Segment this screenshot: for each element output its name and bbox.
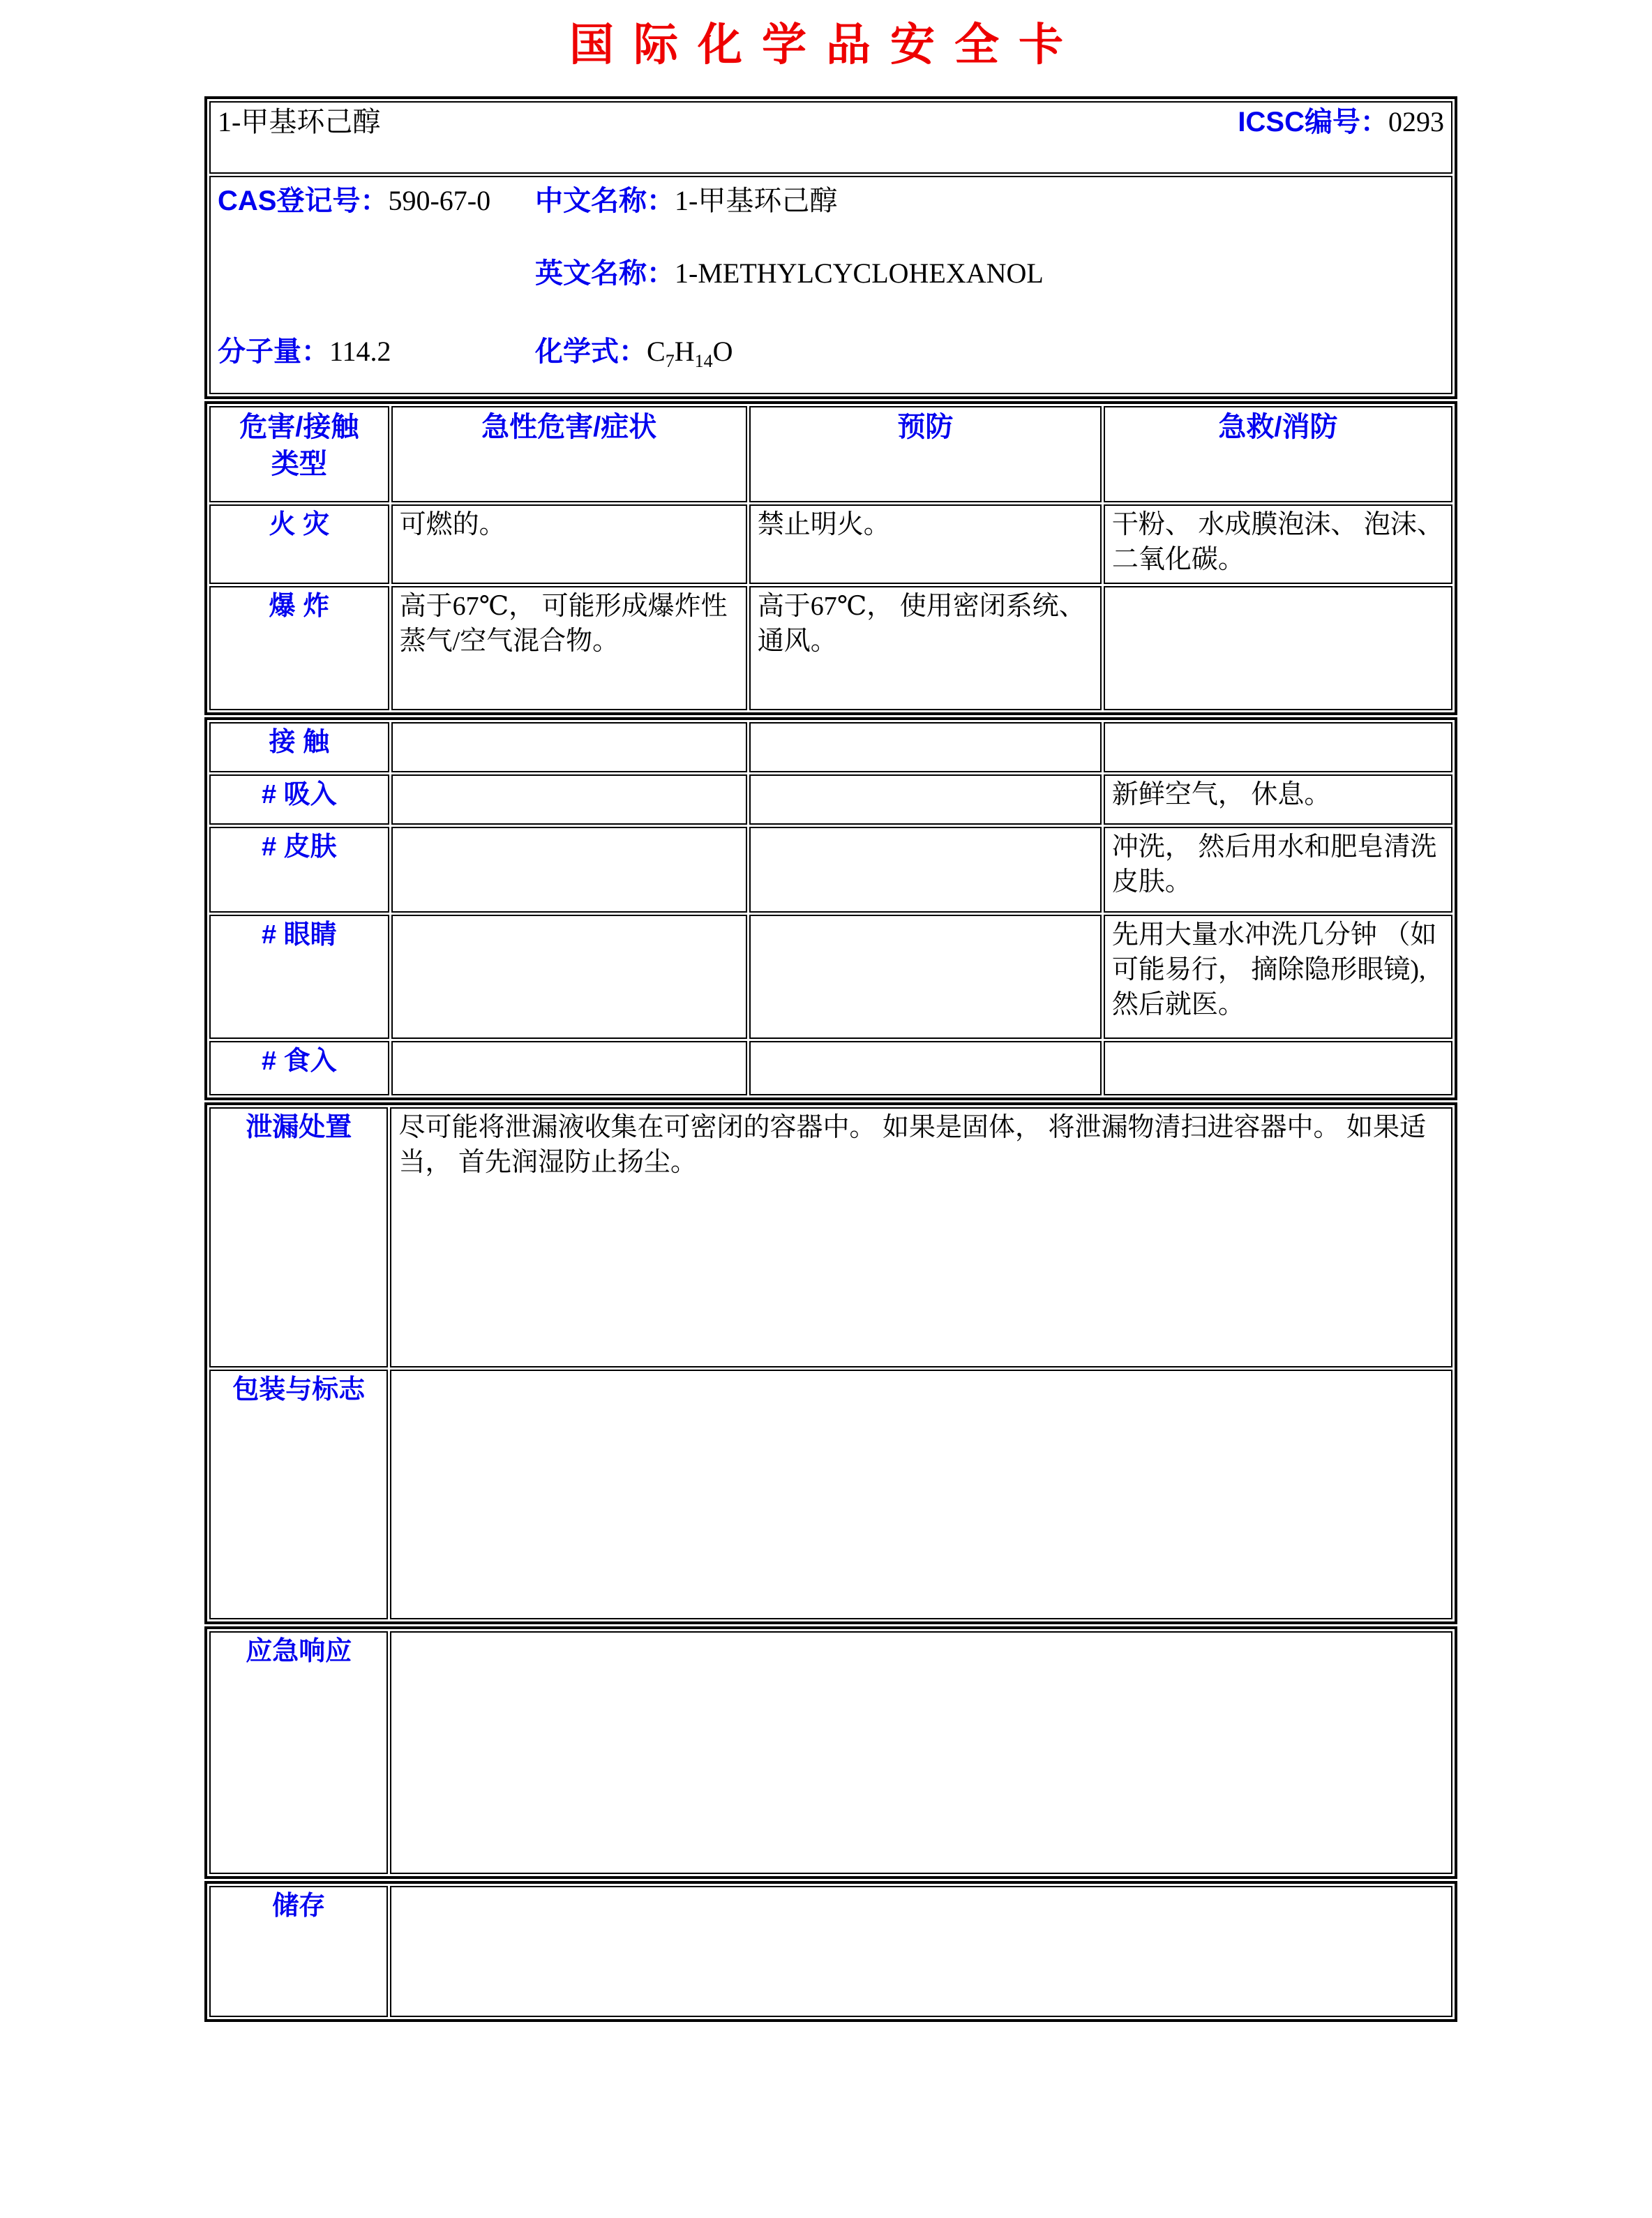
fire-prevention-cell: 禁止明火。 <box>749 504 1102 584</box>
explosion-firstaid-cell <box>1104 586 1452 710</box>
row-inhalation <box>209 774 1452 825</box>
ingestion-firstaid-cell <box>1104 1041 1452 1095</box>
icsc-number-value: 0293 <box>1388 106 1444 137</box>
molecular-weight-value: 114.2 <box>329 336 391 367</box>
section-emergency <box>209 1631 1452 1874</box>
hazard-table-top <box>204 401 1457 715</box>
hazard-header-row <box>209 406 1452 502</box>
substance-name-cell <box>209 101 1452 174</box>
col-header-symptoms: 急性危害/症状 <box>391 406 747 502</box>
identity-row-3 <box>218 334 1444 389</box>
identity-table <box>204 96 1457 399</box>
cas-label: CAS登记号： <box>218 186 389 216</box>
skin-firstaid-cell: 冲洗， 然后用水和肥皂清洗皮肤。 <box>1104 827 1452 913</box>
col-header-hazard-type: 危害/接触 类型 <box>209 406 389 502</box>
explosion-prevention-cell: 高于67℃， 使用密闭系统、 通风。 <box>749 586 1102 710</box>
section-spillage <box>209 1107 1452 1367</box>
emergency-table <box>204 1626 1457 1879</box>
spillage-content-cell: 尽可能将泄漏液收集在可密闭的容器中。 如果是固体， 将泄漏物清扫进容器中。 如果适当， 首先润湿防止扬尘。 <box>390 1107 1452 1367</box>
emergency-content-cell <box>390 1631 1452 1874</box>
section-storage <box>209 1886 1452 2017</box>
icsc-number-group <box>1238 104 1444 141</box>
inhalation-firstaid-cell: 新鲜空气， 休息。 <box>1104 774 1452 825</box>
row-exposure <box>209 722 1452 772</box>
exposure-label: 接 触 <box>209 722 389 772</box>
row-skin <box>209 827 1452 913</box>
chinese-name-label: 中文名称： <box>535 186 675 216</box>
ingestion-prevention-cell <box>749 1041 1102 1095</box>
fire-firstaid-cell: 干粉、 水成膜泡沫、 泡沫、 二氧化碳。 <box>1104 504 1452 584</box>
eyes-label: # 眼睛 <box>209 915 389 1039</box>
col-header-firstaid: 急救/消防 <box>1104 406 1452 502</box>
english-name-label: 英文名称： <box>535 258 675 289</box>
ingestion-symptoms-cell <box>391 1041 747 1095</box>
row-ingestion <box>209 1041 1452 1095</box>
eyes-symptoms-cell <box>391 915 747 1039</box>
molecular-weight-label: 分子量： <box>218 336 329 367</box>
skin-label: # 皮肤 <box>209 827 389 913</box>
storage-content-cell <box>390 1886 1452 2017</box>
cas-value: 590-67-0 <box>388 185 491 216</box>
row-eyes <box>209 915 1452 1039</box>
explosion-symptoms-cell: 高于67℃， 可能形成爆炸性蒸气/空气混合物。 <box>391 586 747 710</box>
identity-row-2 <box>218 255 1444 334</box>
page-title: 国际化学品安全卡 <box>569 20 1083 70</box>
icsc-number-label: ICSC编号： <box>1238 107 1388 137</box>
col-header-prevention: 预防 <box>749 406 1102 502</box>
packaging-label: 包装与标志 <box>209 1370 388 1619</box>
inhalation-symptoms-cell <box>391 774 747 825</box>
substance-name: 1-甲基环己醇 <box>218 106 381 137</box>
packaging-content-cell <box>390 1370 1452 1619</box>
row-fire <box>209 504 1452 584</box>
inhalation-label: # 吸入 <box>209 774 389 825</box>
formula-label: 化学式： <box>535 336 647 367</box>
skin-prevention-cell <box>749 827 1102 913</box>
fire-label: 火 灾 <box>209 504 389 584</box>
skin-symptoms-cell <box>391 827 747 913</box>
spillage-packaging-table <box>204 1102 1457 1624</box>
chinese-name-value: 1-甲基环己醇 <box>675 185 838 216</box>
explosion-label: 爆 炸 <box>209 586 389 710</box>
eyes-firstaid-cell: 先用大量水冲洗几分钟 （如可能易行， 摘除隐形眼镜), 然后就医。 <box>1104 915 1452 1039</box>
eyes-prevention-cell <box>749 915 1102 1039</box>
ingestion-label: # 食入 <box>209 1041 389 1095</box>
identity-row-1 <box>218 183 1444 255</box>
emergency-label: 应急响应 <box>209 1631 388 1874</box>
exposure-prevention-cell <box>749 722 1102 772</box>
inhalation-prevention-cell <box>749 774 1102 825</box>
english-name-value: 1-METHYLCYCLOHEXANOL <box>675 257 1044 289</box>
storage-label: 储存 <box>209 1886 388 2017</box>
exposure-firstaid-cell <box>1104 722 1452 772</box>
icsc-card <box>204 96 1457 2022</box>
identity-cell <box>209 176 1452 394</box>
exposure-table <box>204 717 1457 1100</box>
row-explosion <box>209 586 1452 710</box>
section-packaging <box>209 1370 1452 1619</box>
chemical-formula: $C_7H_{14}O$ <box>647 336 733 371</box>
exposure-symptoms-cell <box>391 722 747 772</box>
spillage-label: 泄漏处置 <box>209 1107 388 1367</box>
storage-table <box>204 1881 1457 2022</box>
fire-symptoms-cell: 可燃的。 <box>391 504 747 584</box>
